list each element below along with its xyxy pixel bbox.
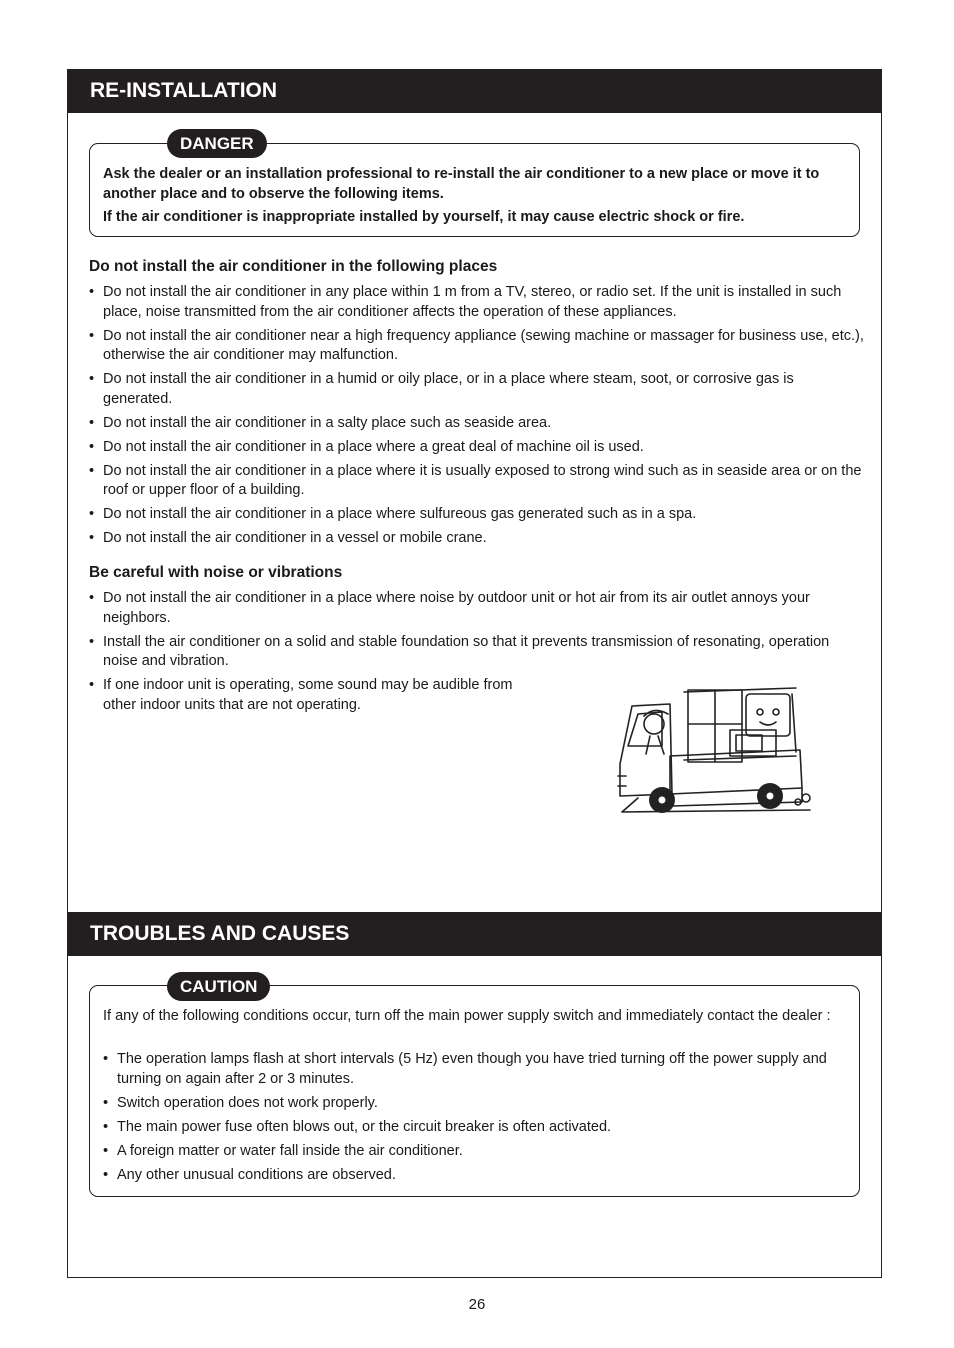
list-item: • Do not install the air conditioner in a vessel or mobile crane. — [89, 529, 864, 549]
places-heading: Do not install the air conditioner in the following places — [89, 258, 498, 275]
list-item: • The operation lamps flash at short intervals (5 Hz) even though you have tried turning off the power supply and turning on again after 2 or 3 minutes. — [103, 1050, 833, 1089]
danger-text-2: If the air conditioner is inappropriate installed by yourself, it may cause electric shock or fire. — [103, 209, 745, 225]
list-item: • Any other unusual conditions are observed. — [103, 1166, 833, 1186]
list-item: • Switch operation does not work properly. — [103, 1094, 833, 1114]
list-item: • Do not install the air conditioner in a place where noise by outdoor unit or hot air from its air outlet annoys your neighbors. — [89, 589, 854, 628]
list-item: • Do not install the air conditioner in a place where a great deal of machine oil is used. — [89, 438, 864, 458]
section-title-troubles: TROUBLES AND CAUSES — [67, 912, 882, 956]
list-item: • Do not install the air conditioner in a place where sulfureous gas generated such as in a spa. — [89, 505, 864, 525]
danger-text-1: Ask the dealer or an installation professional to re-install the air conditioner to a new place or move it to another place and to observe the following items. — [103, 166, 820, 202]
caution-list — [103, 1050, 833, 1190]
list-item: • Do not install the air conditioner in any place within 1 m from a TV, stereo, or radio set. If the unit is installed in such place, noise transmitted from the air conditioner affects the operation of these appliances. — [89, 283, 864, 322]
list-item: • Install the air conditioner on a solid and stable foundation so that it prevents transmission of resonating, operation noise and vibration. — [89, 633, 854, 672]
caution-label: CAUTION — [167, 972, 270, 1001]
list-item: • Do not install the air conditioner in a humid or oily place, or in a place where steam, soot, or corrosive gas is generated. — [89, 370, 864, 409]
noise-heading: Be careful with noise or vibrations — [89, 564, 343, 581]
truck-illustration — [610, 684, 818, 818]
caution-box — [89, 985, 860, 1197]
list-item: • A foreign matter or water fall inside the air conditioner. — [103, 1142, 833, 1162]
list-item: • The main power fuse often blows out, or the circuit breaker is often activated. — [103, 1118, 833, 1138]
list-item: • Do not install the air conditioner near a high frequency appliance (sewing machine or massager for business use, etc.), otherwise the air conditioner may malfunction. — [89, 327, 864, 366]
danger-label: DANGER — [167, 129, 267, 158]
places-list — [89, 283, 864, 553]
list-item: • Do not install the air conditioner in a place where it is usually exposed to strong wind such as in seaside area or on the roof or upper floor of a building. — [89, 462, 864, 501]
section-title-reinstallation: RE-INSTALLATION — [67, 69, 882, 113]
list-item: • If one indoor unit is operating, some sound may be audible from other indoor units that are not operating. — [89, 676, 528, 715]
list-item: • Do not install the air conditioner in a salty place such as seaside area. — [89, 414, 864, 434]
caution-intro: If any of the following conditions occur, turn off the main power supply switch and immediately contact the dealer : — [103, 1008, 831, 1024]
page-number: 26 — [468, 1296, 486, 1313]
